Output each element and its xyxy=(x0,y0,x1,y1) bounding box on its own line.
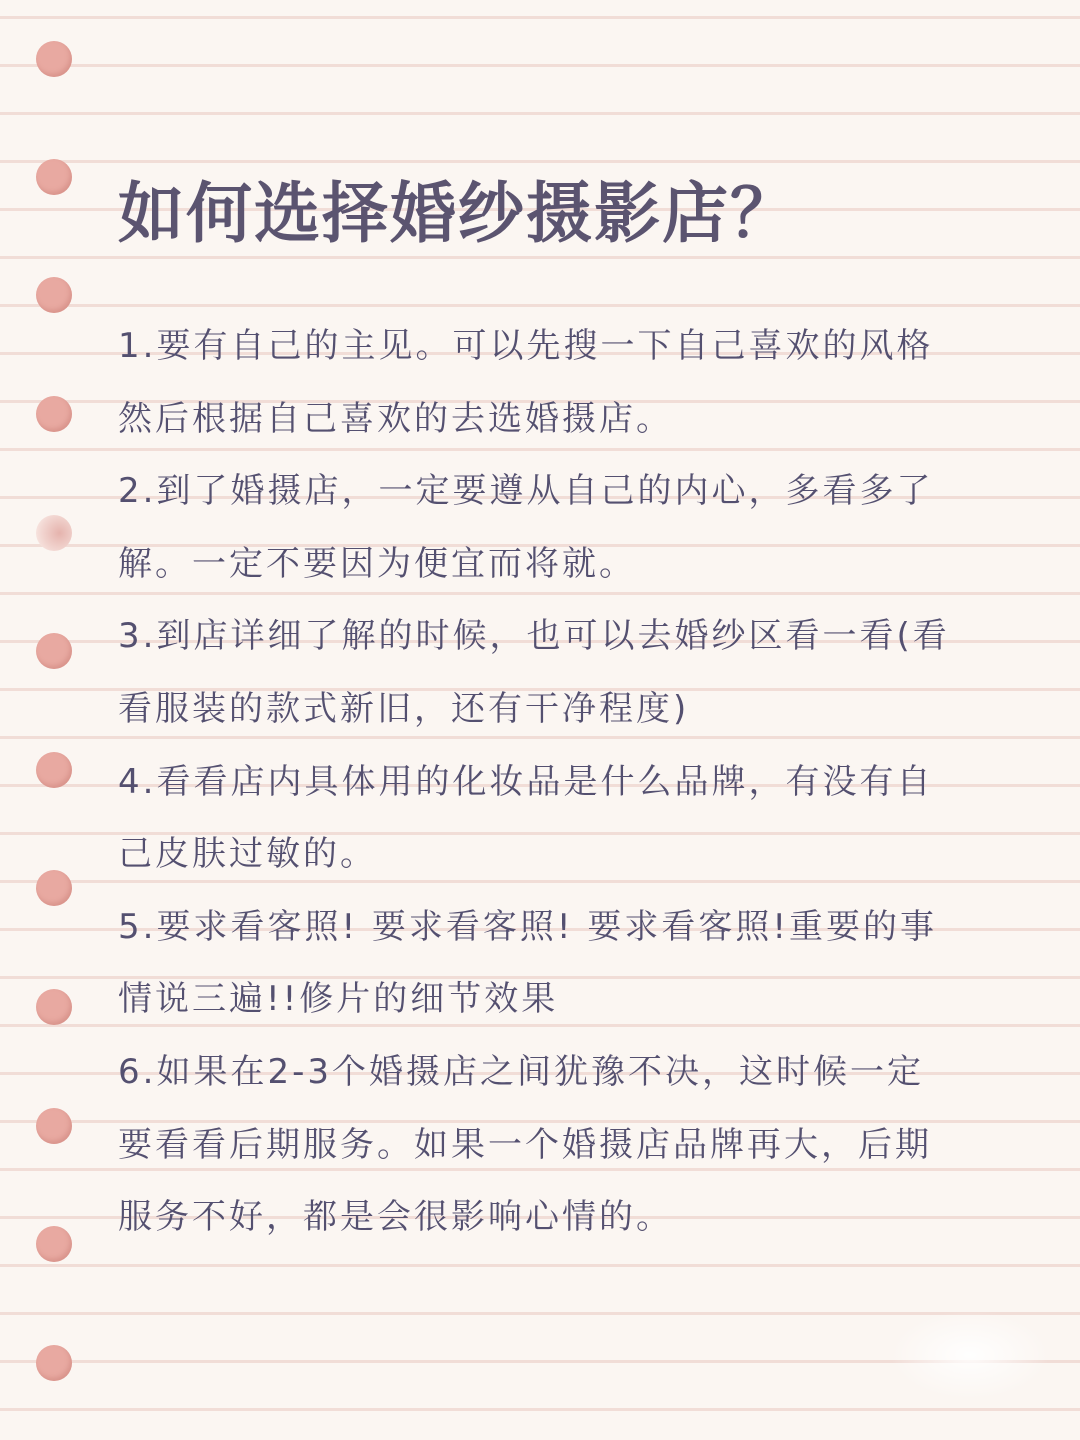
binder-hole xyxy=(36,159,72,195)
binder-hole xyxy=(36,1345,72,1381)
tip-6-line-1: 6.如果在2-3个婚摄店之间犹豫不决，这时候一定 xyxy=(118,1051,924,1092)
tip-6-line-2: 要看看后期服务。如果一个婚摄店品牌再大，后期 xyxy=(118,1124,932,1165)
tip-1-line-1: 1.要有自己的主见。可以先搜一下自己喜欢的风格 xyxy=(118,326,934,366)
binder-hole xyxy=(36,870,72,906)
binder-hole xyxy=(36,396,72,432)
tips-list xyxy=(118,310,1018,1254)
page-title: 如何选择婚纱摄影店？ xyxy=(118,175,798,252)
binder-hole xyxy=(36,41,72,77)
tip-3-line-2: 看服装的款式新旧，还有干净程度) xyxy=(118,688,690,729)
binder-hole xyxy=(36,1226,72,1262)
binder-hole xyxy=(36,1108,72,1144)
binder-hole xyxy=(36,989,72,1025)
binder-holes xyxy=(0,0,110,1440)
tip-2-line-2: 解。一定不要因为便宜而将就。 xyxy=(118,543,636,584)
binder-hole xyxy=(36,633,72,669)
light-glare xyxy=(890,1310,1050,1400)
tip-2-line-1: 2.到了婚摄店，一定要遵从自己的内心，多看多了 xyxy=(118,471,934,512)
tip-6-line-3: 服务不好，都是会很影响心情的。 xyxy=(118,1197,673,1238)
tip-5-line-2: 情说三遍!!修片的细节效果 xyxy=(118,979,559,1020)
tip-5-line-1: 5.要求看客照! 要求看客照! 要求看客照!重要的事 xyxy=(118,906,937,947)
binder-hole xyxy=(36,752,72,788)
tip-4-line-2: 己皮肤过敏的。 xyxy=(118,834,377,875)
tip-4-line-1: 4.看看店内具体用的化妆品是什么品牌，有没有自 xyxy=(118,761,934,802)
binder-hole xyxy=(36,515,72,551)
tip-3-line-1: 3.到店详细了解的时候，也可以去婚纱区看一看(看 xyxy=(118,616,950,657)
tip-1-line-2: 然后根据自己喜欢的去选婚摄店。 xyxy=(118,398,673,439)
binder-hole xyxy=(36,277,72,313)
